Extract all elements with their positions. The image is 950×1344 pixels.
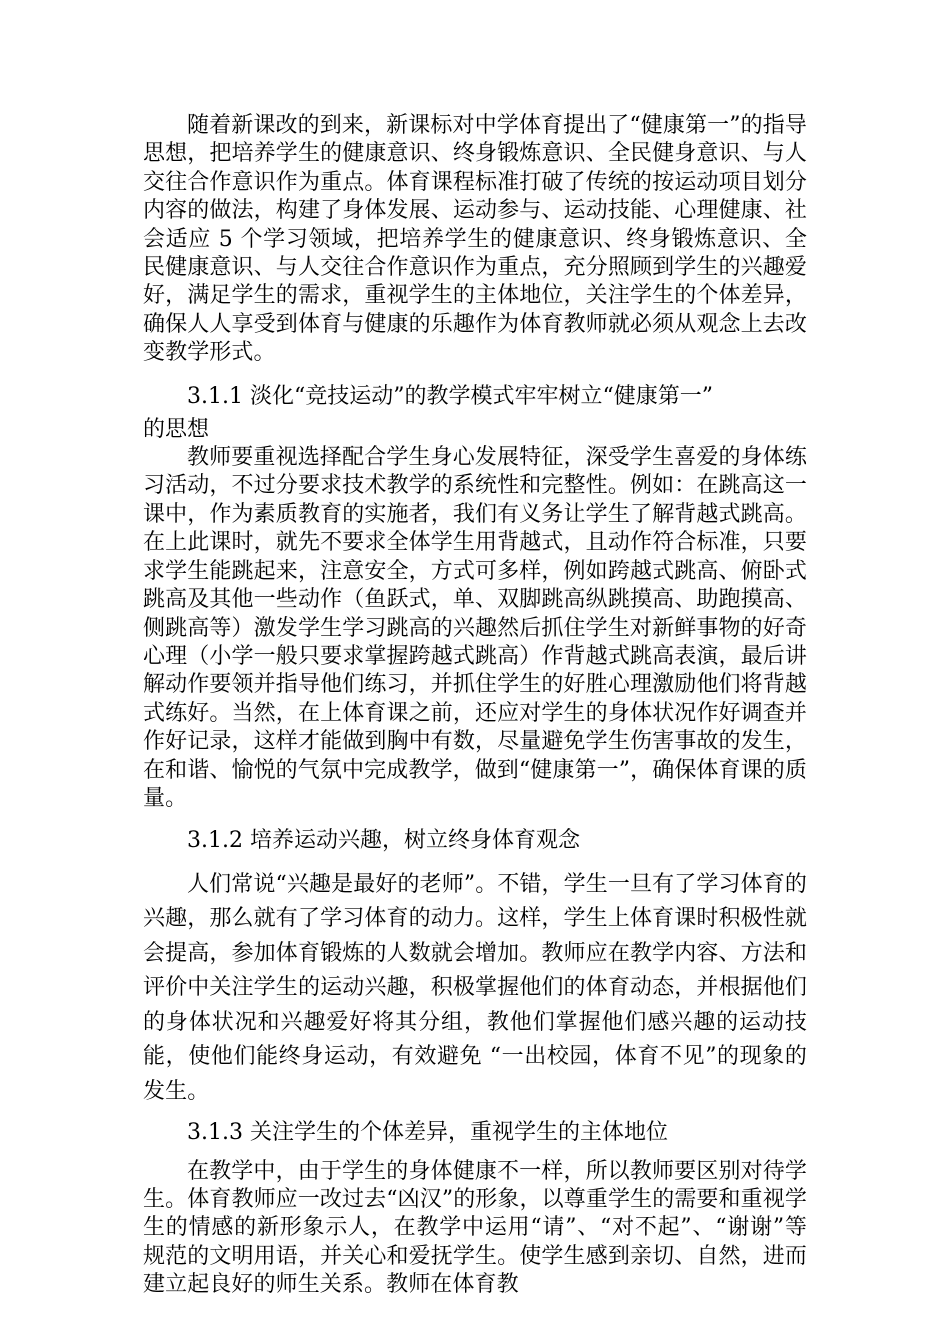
section-heading-3-1-3: 3.1.3 关注学生的个体差异，重视学生的主体地位	[187, 1120, 668, 1146]
document-page	[143, 112, 807, 1300]
section-heading-3-1-2: 3.1.2 培养运动兴趣，树立终身体育观念	[187, 828, 580, 854]
paragraph-3-1-1: 教师要重视选择配合学生身心发展特征，深受学生喜爱的身体练习活动，不过分要求技术教学的系统性和完整性。例如：在跳高这一课中，作为素质教育的实施者，我们有义务让学生了解背越式跳高。在上此课时，就先不要求全体学生用背越式，且动作符合标准，只要求学生能跳起来，注意安全，方式可多样，例如跨越式跳高、俯卧式跳高及其他一些动作（鱼跃式，单、双脚跳高纵跳摸高、助跑摸高、侧跳高等）激发学生学习跳高的兴趣然后抓住学生对新鲜事物的好奇心理（小学一般只要求掌握跨越式跳高）作背越式跳高表演，最后讲解动作要领并指导他们练习，并抓住学生的好胜心理激励他们将背越式练好。当然，在上体育课之前，还应对学生的身体状况作好调查并作好记录，这样才能做到胸中有数，尽量避免学生伤害事故的发生，在和谐、愉悦的气氛中完成教学，做到“健康第一”，确保体育课的质量。	[143, 445, 807, 811]
paragraph-3-1-3: 在教学中，由于学生的身体健康不一样，所以教师要区别对待学生。体育教师应一改过去“凶汉”的形象，以尊重学生的需要和重视学生的情感的新形象示人，在教学中运用“请”、“对不起”、“谢谢”等规范的文明用语，并关心和爱抚学生。使学生感到亲切、自然，进而建立起良好的师生关系。教师在体育教	[143, 1158, 807, 1298]
paragraph-intro: 随着新课改的到来，新课标对中学体育提出了“健康第一”的指导思想，把培养学生的健康意识、终身锻炼意识、全民健身意识、与人交往合作意识作为重点。体育课程标准打破了传统的按运动项目划分内容的做法，构建了身体发展、运动参与、运动技能、心理健康、社会适应 5 个学习领域，把培养学生的健康意识、终身锻炼意识、全民健康意识、与人交往合作意识作为重点，充分照顾到学生的兴趣爱好，满足学生的需求，重视学生的主体地位，关注学生的个体差异，确保人人享受到体育与健康的乐趣作为体育教师就必须从观念上去改变教学形式。	[143, 113, 807, 366]
paragraph-3-1-2: 人们常说“兴趣是最好的老师”。不错，学生一旦有了学习体育的兴趣，那么就有了学习体育的动力。这样，学生上体育课时积极性就会提高，参加体育锻炼的人数就会增加。教师应在教学内容、方法和评价中关注学生的运动兴趣，积极掌握他们的体育动态，并根据他们的身体状况和兴趣爱好将其分组，教他们掌握他们感兴趣的运动技能，使他们能终身运动，有效避免 “一出校园，体育不见”的现象的发生。	[143, 871, 807, 1104]
section-heading-3-1-1: 3.1.1 淡化“竞技运动”的教学模式牢牢树立“健康第一”	[187, 383, 713, 409]
section-heading-3-1-1-continued: 的思想	[143, 416, 210, 442]
